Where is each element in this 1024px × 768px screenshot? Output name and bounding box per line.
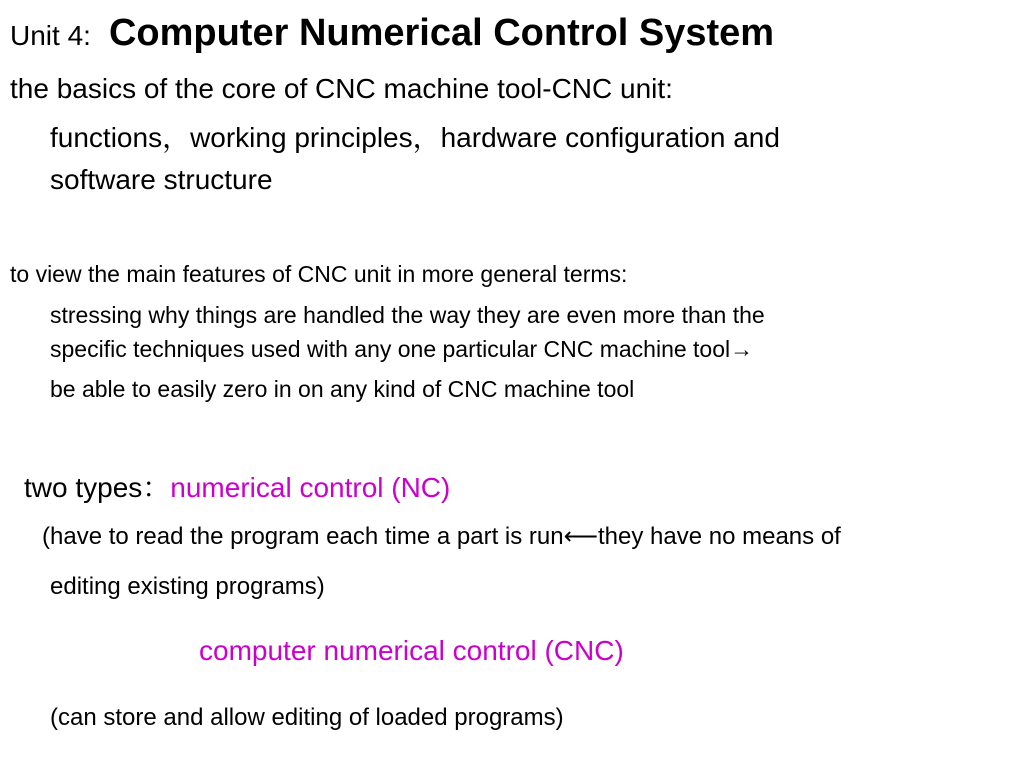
section1-line-1: functions，working principles，hardware configuration and bbox=[50, 122, 780, 153]
types-label: two types： bbox=[24, 472, 171, 503]
cnc-title: computer numerical control (CNC) bbox=[199, 635, 624, 666]
unit-label: Unit 4: bbox=[10, 20, 91, 51]
section2-heading: to view the main features of CNC unit in more general terms: bbox=[10, 261, 628, 287]
types-row bbox=[24, 474, 450, 502]
slide-title bbox=[10, 14, 774, 56]
section2-line-1: stressing why things are handled the way they are even more than the bbox=[50, 302, 765, 328]
section2-line-2: specific techniques used with any one particular CNC machine tool→ bbox=[50, 336, 754, 362]
cnc-description: (can store and allow editing of loaded programs) bbox=[50, 704, 564, 731]
nc-description-line-2: editing existing programs) bbox=[50, 573, 325, 600]
section1-heading: the basics of the core of CNC machine tool-CNC unit: bbox=[10, 73, 673, 104]
section2-line-3: be able to easily zero in on any kind of CNC machine tool bbox=[50, 376, 635, 402]
unit-title: Computer Numerical Control System bbox=[108, 12, 775, 54]
nc-title: numerical control (NC) bbox=[170, 472, 451, 503]
section1-line-2: software structure bbox=[50, 164, 273, 195]
nc-description-line-1: (have to read the program each time a part is run⟵they have no means of bbox=[42, 523, 841, 550]
